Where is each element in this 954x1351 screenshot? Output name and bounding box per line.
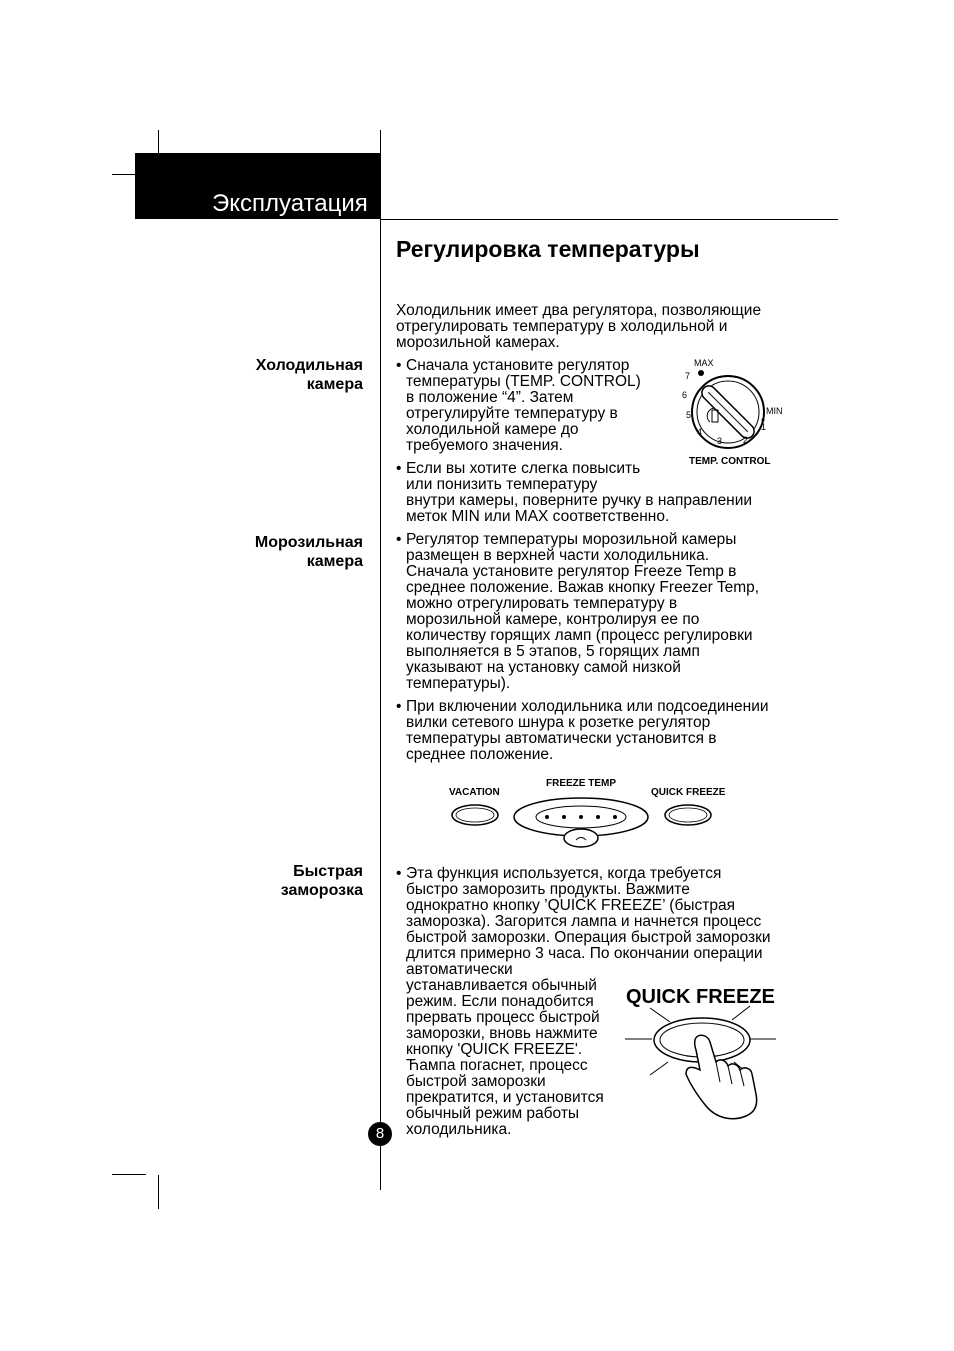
dial-max-dot [698,370,704,376]
bullet-dot: • [396,698,402,715]
dial-number: 3 [717,436,723,446]
dial-number: 6 [682,390,688,400]
intro-line: морозильной камерах. [396,334,560,351]
crop-mark-top-vertical [158,130,159,154]
dial-number: 1 [761,422,767,432]
dial-min-label: MIN [766,406,783,416]
column-divider [380,220,381,1190]
quick-freeze-label: QUICK FREEZE [651,787,726,798]
temp-control-label: TEMP. CONTROL [689,456,771,467]
dial-max-label: MAX [694,358,714,368]
freezer-section-label: Морозильная камера [254,534,363,570]
intro-line: Холодильник имеет два регулятора, позволяющие [396,302,762,319]
section-title: Эксплуатация [212,190,368,217]
dial-number: 5 [686,410,692,420]
bullet-dot: • [396,865,402,882]
bullet-dot: • [396,531,402,548]
intro-paragraph [396,303,761,351]
intro-line: отрегулировать температуру в холодильной и [396,318,728,335]
freeze-temp-label: FREEZE TEMP [546,778,617,789]
dial-number: 7 [685,371,691,381]
quick-freeze-section-label: Быстрая заморозка [280,863,363,899]
page-number: 8 [375,1125,385,1142]
bullet-dot: • [396,460,402,477]
quick-freeze-press-illustration [620,1000,780,1130]
quick-freeze-illustration-label: QUICK FREEZE [626,986,775,1008]
dial-number: 2 [743,435,749,445]
page-number-badge [368,1122,392,1146]
page-title: Регулировка температуры [396,236,700,262]
crop-mark-top-horizontal [112,174,136,175]
freezer-control-panel [440,796,740,852]
bullet-dot: • [396,357,402,374]
vacation-label: VACATION [449,787,500,798]
temp-control-dial [670,352,790,472]
crop-mark-bottom-vertical [158,1175,159,1209]
header-rule [381,219,838,220]
dial-number: 4 [697,427,703,437]
fridge-section-label: Холодильная камера [255,357,363,393]
crop-mark-bottom-horizontal [112,1174,146,1175]
